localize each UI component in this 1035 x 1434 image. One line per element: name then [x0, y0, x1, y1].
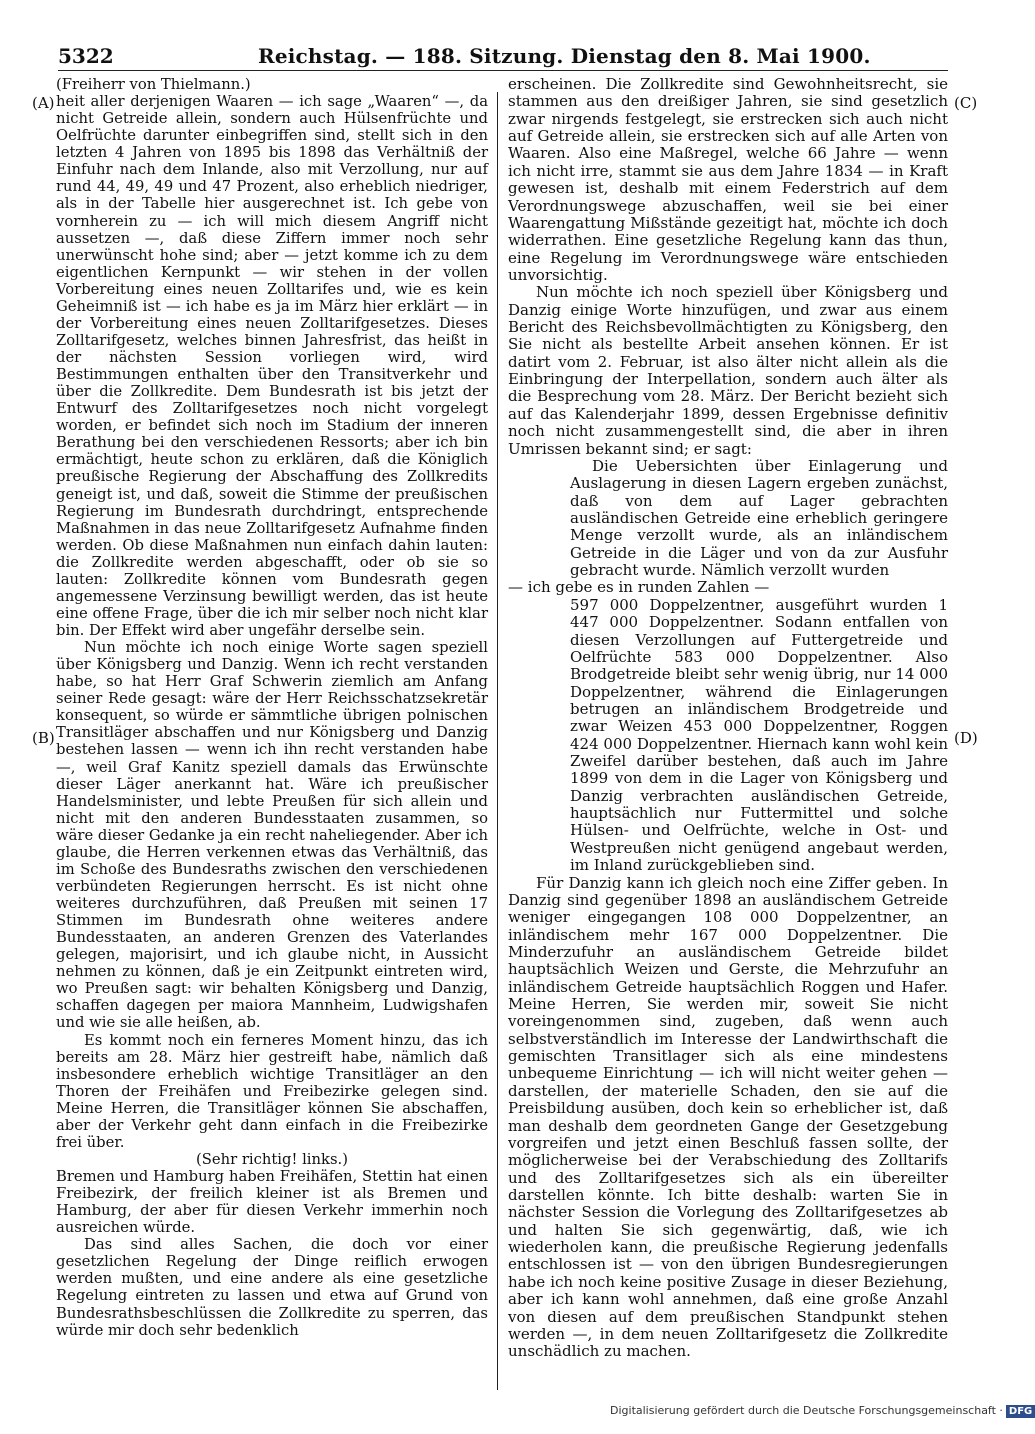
margin-marker-d: (D) [954, 729, 978, 747]
aside-line: — ich gebe es in runden Zahlen — [508, 578, 770, 597]
margin-marker-c: (C) [954, 94, 978, 112]
running-title: Reichstag. — 188. Sitzung. Dienstag den 8. Mai 1900. [258, 44, 871, 68]
left-column [56, 76, 488, 1339]
interjection: (Sehr richtig! links.) [196, 1150, 348, 1168]
credit-text: Digitalisierung gefördert durch die Deutsche Forschungsgemeinschaft · [610, 1404, 1003, 1417]
speaker-note: (Freiherr von Thielmann.) [56, 76, 251, 93]
paragraph: Für Danzig kann ich gleich noch eine Ziffer geben. In Danzig sind gegenüber 1898 an ausländischem Getreide weniger eingegangen 108 000 Doppelzentner, an inländischem mehr 167 000 Doppelzentner. Die Minderzufuhr an ausländischem Getreide bildet hauptsächlich Weizen und Gerste, die Mehrzufuhr an inländischem Getreide hauptsächlich Roggen und Hafer. Meine Herren, Sie werden mir, soweit Sie nicht voreingenommen sind, zugeben, daß wenn auch selbstverständlich im Interesse der Landwirthschaft die gemischten Transitlager sich als eine mindestens unbequeme Einrichtung — ich will nicht weiter gehen — darstellen, der materielle Schaden, den sie auf die Preisbildung ausüben, doch kein so erheblicher ist, daß man deshalb dem geordneten Gange der Gesetzgebung vorgreifen und jetzt einen Beschluß fassen sollte, der möglicherweise bei der Verabschiedung des Zolltarifs und des Zolltarifgesetzes sich als ein übereilter darstellen könnte. Ich bitte deshalb: warten Sie in nächster Session die Vorlegung des Zolltarifgesetzes ab und halten Sie sich gegenwärtig, daß, wie ich wiederholen kann, die preußische Regierung jedenfalls entschlossen ist — von den übrigen Bundesregierungen habe ich noch keine positive Zusage in dieser Beziehung, aber ich kann wohl annehmen, daß eine große Anzahl von diesen auf dem preußischen Standpunkt stehen werden —, in dem neuen Zolltarifgesetz die Zollkredite unschädlich zu machen. [508, 873, 948, 1361]
paragraph: heit aller derjenigen Waaren — ich sage „Waaren“ —, da nicht Getreide allein, sondern auch Hülsenfrüchte und Oelfrüchte darunter einbegriffen sind, stellt sich in den letzten 4 Jahren von 1895 bis 1898 das Verhältniß der Einfuhr nach dem Inlande, also mit Verzollung, nur auf rund 44, 49, 49 und 47 Prozent, also erheblich niedriger, als in der Tabelle hier ausgerechnet ist. Ich gebe von vornherein zu — ich will mich diesem Angriff nicht aussetzen —, daß diese Ziffern immer noch sehr unerwünscht hohe sind; aber — jetzt komme ich zu dem eigentlichen Kernpunkt — wir stehen in der vollen Vorbereitung eines neuen Zolltarifes und, wie es kein Geheimniß ist — ich habe es ja im März hier erklärt — in der Vorbereitung eines neuen Zolltarifgesetzes. Dieses Zolltarifgesetz, welches binnen Jahresfrist, das heißt in der nächsten Session vorliegen wird, wird Bestimmungen enthalten über den Transitverkehr und über die Zollkredite. Dem Bundesrath ist bis jetzt der Entwurf des Zolltarifgesetzes noch nicht vorgelegt worden, er befindet sich noch im Stadium der inneren Berathung bei den verschiedenen Ressorts; aber ich bin ermächtigt, heute schon zu erklären, daß die Königlich preußische Regierung der Abschaffung des Zollkredits geneigt ist, und daß, soweit die Stimme der preußischen Regierung im Bundesrath durchdringt, entsprechende Maßnahmen in das neue Zolltarifgesetz Aufnahme finden werden. Ob diese Maßnahmen nun einfach dahin lauten: die Zollkredite werden abgeschafft, oder ob sie so lauten: Zollkredite können vom Bundesrath gegen angemessene Verzinsung bewilligt werden, das ist heute eine offene Frage, über die ich mir selber noch nicht klar bin. Der Effekt wird aber ungefähr derselbe sein. [56, 93, 488, 639]
dfg-logo: DFG [1006, 1405, 1035, 1418]
quoted-report: Die Uebersichten über Einlagerung und Auslagerung in diesen Lagern ergeben zunächst, daß von dem auf Lager gebrachten ausländischen Getreide eine erheblich geringere Menge verzollt wurde, als an inländischem Getreide in die Läger und von da zur Ausfuhr gebracht wurde. Nämlich verzollt wurden [570, 456, 948, 580]
paragraph: Es kommt noch ein ferneres Moment hinzu, das ich bereits am 28. März hier gestreift habe, nämlich daß insbesondere erheblich wichtige Transitläger an den Thoren der Freihäfen und Freibezirke gelegen sind. Meine Herren, die Transitläger können Sie abschaffen, aber der Verkehr geht dann einfach in die Freibezirke frei über. [56, 1031, 488, 1151]
paragraph: Nun möchte ich noch speziell über Königsberg und Danzig einige Worte hinzufügen, und zwar aus einem Bericht des Reichsbevollmächtigten zu Königsberg, den Sie nicht als bestellte Arbeit ansehen können. Er ist datirt vom 2. Februar, ist also älter nicht allein als die Einbringung der Interpellation, sondern auch älter als die Besprechung vom 28. März. Der Bericht bezieht sich auf das Kalenderjahr 1899, dessen Ergebnisse definitiv noch nicht zusammengestellt sind, die aber in ihren Umrissen bekannt sind; er sagt: [508, 283, 948, 458]
paragraph: erscheinen. Die Zollkredite sind Gewohnheitsrecht, sie stammen aus den dreißiger Jahren, sie sind gesetzlich zwar nirgends festgelegt, sie erstrecken sich auch nicht auf Getreide allein, sie erstrecken sich auf alle Arten von Waaren. Also eine Maßregel, welche 66 Jahre — wenn ich nicht irre, stammt sie aus dem Jahre 1834 — in Kraft gewesen ist, deshalb mit einem Federstrich auf dem Verordnungswege abzuschaffen, weil sie bei einer Waarengattung Mißstände gezeitigt hat, möchte ich doch widerrathen. Eine gesetzliche Regelung kann das thun, eine Regelung im Verordnungswege wäre entschieden unvorsichtig. [508, 75, 948, 284]
margin-marker-b: (B) [32, 729, 55, 747]
margin-marker-a: (A) [32, 94, 55, 112]
page-header [58, 44, 948, 72]
right-column [508, 76, 948, 1361]
paragraph: Das sind alles Sachen, die doch vor einer gesetzlichen Regelung der Dinge reiflich erwogen werden mußten, und eine andere als eine gesetzliche Regelung eintreten zu lassen und etwa auf Grund von Bundesrathsbeschlüssen die Zollkredite zu sperren, das würde mir doch sehr bedenklich [56, 1236, 488, 1339]
page-number: 5322 [58, 44, 114, 68]
digitization-credit [610, 1404, 1035, 1418]
column-divider [497, 92, 498, 1390]
paragraph: Bremen und Hamburg haben Freihäfen, Stettin hat einen Freibezirk, der freilich kleiner ist als Bremen und Hamburg, der aber für diesen Verkehr immerhin noch ausreichen würde. [56, 1168, 488, 1237]
header-rule [58, 70, 948, 71]
paragraph: Nun möchte ich noch einige Worte sagen speziell über Königsberg und Danzig. Wenn ich recht verstanden habe, so hat Herr Graf Schwerin ziemlich am Anfang seiner Rede gesagt: wäre der Herr Reichsschatzsekretär konsequent, so würde er sämmtliche übrigen polnischen Transitläger abschaffen und nur Königsberg und Danzig bestehen lassen — wenn ich ihn recht verstanden habe —, weil Graf Kanitz speziell damals das Erwünschte dieser Läger anerkannt hat. Wäre ich preußischer Handelsminister, und lebte Preußen für sich allein und nicht mit den anderen Bundesstaaten zusammen, so wäre dieser Gedanke ja ein recht naheliegender. Aber ich glaube, die Herren verkennen etwas das Verhältniß, das im Schoße des Bundesraths zwischen den verschiedenen verbündeten Regierungen herrscht. Es ist nicht ohne weiteres durchzuführen, daß Preußen mit seinen 17 Stimmen im Bundesrath ohne weiteres andere Bundesstaaten, an anderen Grenzen des Vaterlandes gelegen, majorisirt, und ich glaube nicht, in Aussicht nehmen zu können, daß je ein Zeitpunkt eintreten wird, wo Preußen sagt: wir behalten Königsberg und Danzig, schaffen dagegen per maiora Mannheim, Ludwigshafen und wie sie alle heißen, ab. [56, 639, 488, 1032]
quoted-figures: 597 000 Doppelzentner, ausgeführt wurden 1 447 000 Doppelzentner. Sodann entfallen von diesen Verzollungen auf Futtergetreide und Oelfrüchte 583 000 Doppelzentner. Also Brodgetreide bleibt sehr wenig übrig, nur 14 000 Doppelzentner, während die Einlagerungen betrugen an inländischem Brodgetreide und zwar Weizen 453 000 Doppelzentner, Roggen 424 000 Doppelzentner. Hiernach kann wohl kein Zweifel darüber bestehen, daß auch im Jahre 1899 von dem in die Lager von Königsberg und Danzig verbrachten ausländischen Getreide, hauptsächlich nur Futtermittel und solche Hülsen- und Oelfrüchte, welche in Ost- und Westpreußen nicht genügend angebaut werden, im Inland zurückgeblieben sind. [570, 595, 948, 875]
